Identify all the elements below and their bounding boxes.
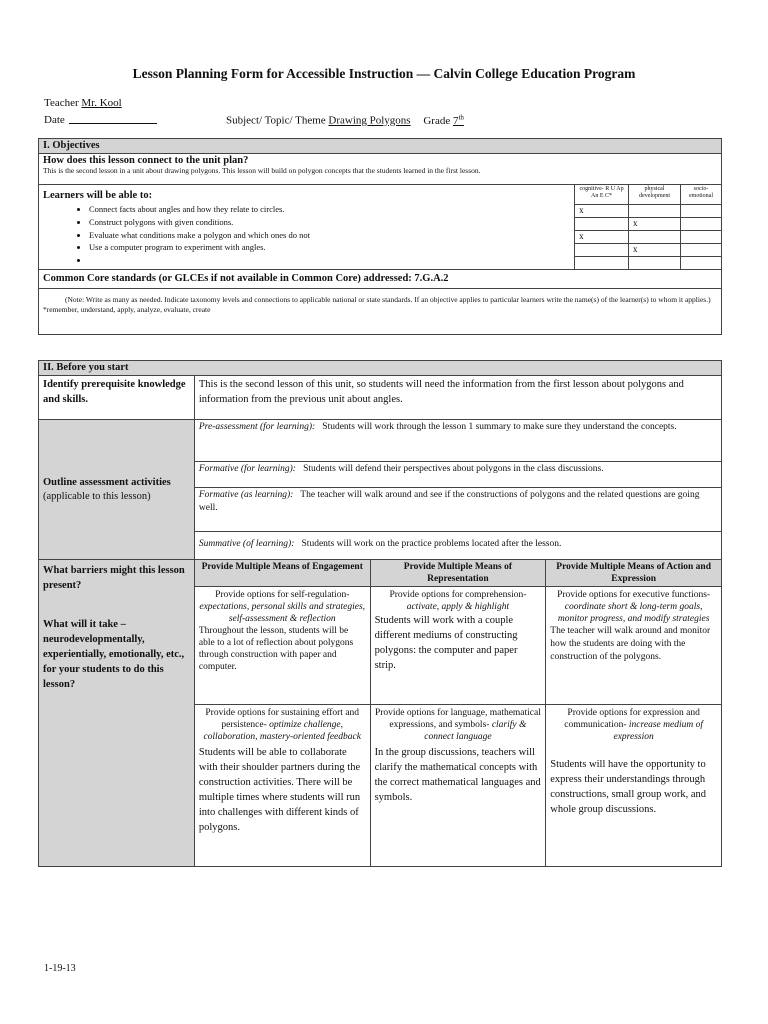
grade-suffix: th xyxy=(458,113,464,121)
udl-cell-action-2 xyxy=(546,705,722,867)
mark-cell xyxy=(681,244,722,257)
udl-prompt: Provide options for expression and communication- xyxy=(564,708,700,730)
udl-response: Throughout the lesson, students will be able to a lot of reflection about polygons through construction with paper and computer. xyxy=(198,626,354,672)
objective-item: • Construct polygons with given conditions. xyxy=(89,216,570,229)
mark-cell: x xyxy=(629,218,681,231)
mark-cell xyxy=(681,257,722,270)
date-line xyxy=(44,113,157,126)
learners-label: Learners will be able to: xyxy=(43,190,153,201)
assessment-text: The teacher will walk around and see if the constructions of polygons and the related questions are going well. xyxy=(198,490,700,513)
grade-label: Grade xyxy=(423,114,451,127)
objective-item xyxy=(89,254,570,267)
udl-prompt: Provide options for self-regulation- xyxy=(215,590,350,600)
col-head-socio: socio- emotional xyxy=(681,185,722,205)
assessment-kind: Pre-assessment (for learning): xyxy=(198,422,316,432)
grade-value xyxy=(453,115,464,127)
udl-prompt-italic: expectations, personal skills and strategies, self-assessment & reflection xyxy=(199,602,366,624)
udl-cell-representation-1 xyxy=(370,587,546,705)
udl-prompt: Provide options for sustaining effort and persistence- xyxy=(205,708,360,730)
udl-cell-representation-2 xyxy=(370,705,546,867)
udl-cell-engagement-2 xyxy=(194,705,370,867)
date-label: Date xyxy=(44,114,65,126)
udl-prompt: Provide options for executive functions- xyxy=(557,590,711,600)
mark-cell xyxy=(681,218,722,231)
barriers-cell xyxy=(39,560,195,867)
mark-cell xyxy=(575,244,629,257)
subject-line xyxy=(226,113,464,127)
assess-sub: (applicable to this lesson) xyxy=(43,490,151,502)
standards-label: Common Core standards (or GLCEs if not available in Common Core) addressed: 7.G.A.2 xyxy=(39,270,722,289)
udl-response: Students will have the opportunity to express their understandings through constructions, small group work, and whole group discussions. xyxy=(550,759,706,815)
objective-list xyxy=(43,203,570,267)
objective-item: • Use a computer program to experiment with angles. xyxy=(89,241,570,254)
teacher-label: Teacher xyxy=(44,97,79,109)
assessment-text: Students will work through the lesson 1 summary to make sure they understand the concepts. xyxy=(322,422,677,432)
subject-label: Subject/ Topic/ Theme xyxy=(226,114,326,127)
assessment-row xyxy=(194,532,721,560)
mark-cell: x xyxy=(575,205,629,218)
udl-response: The teacher will walk around and monitor how the students are doing with the construction of the polygons. xyxy=(550,626,711,662)
note-cell xyxy=(39,289,722,335)
udl-head-engagement: Provide Multiple Means of Engagement xyxy=(194,560,370,587)
unit-connection-cell xyxy=(39,154,722,185)
form-title: Lesson Planning Form for Accessible Instruction — Calvin College Education Program xyxy=(132,66,636,81)
learners-cell xyxy=(39,185,575,270)
before-table xyxy=(38,360,722,867)
mark-cell: x xyxy=(629,244,681,257)
unit-connection-answer: This is the second lesson in a unit about drawing polygons. This lesson will build on polygon concepts that the students learned in the first lesson. xyxy=(43,166,481,175)
assessment-kind: Summative (of learning): xyxy=(198,539,295,549)
udl-response: Students will be able to collaborate with their shoulder partners during the construction activities. There will be multiple times where students will run into challenges with different kinds of polygons. xyxy=(198,747,361,833)
objective-item: • Evaluate what conditions make a polygon and which ones do not xyxy=(89,229,570,242)
subject-value: Drawing Polygons xyxy=(328,114,411,127)
udl-cell-action-1 xyxy=(546,587,722,705)
before-header: II. Before you start xyxy=(39,361,722,376)
mark-cell xyxy=(629,231,681,244)
unit-connection-question: How does this lesson connect to the unit plan? xyxy=(43,155,249,166)
assessment-row xyxy=(194,488,721,532)
col-head-cognitive: cognitive- R U Ap An E C* xyxy=(575,185,629,205)
objectives-header: I. Objectives xyxy=(39,139,722,154)
mark-cell xyxy=(629,257,681,270)
prereq-label: Identify prerequisite knowledge and skills. xyxy=(39,376,195,420)
udl-response: In the group discussions, teachers will clarify the mathematical concepts with the correct mathematical languages and symbols. xyxy=(374,747,541,803)
udl-prompt-italic: coordinate short & long-term goals, monitor progress, and modify strategies xyxy=(557,602,710,624)
udl-prompt-italic: clarify & connect language xyxy=(424,720,527,742)
assessment-text: Students will defend their perspectives about polygons in the class discussions. xyxy=(303,464,604,474)
objectives-table xyxy=(38,138,722,335)
date-field[interactable] xyxy=(69,113,157,124)
assess-label-cell xyxy=(39,420,195,560)
udl-prompt-italic: activate, apply & highlight xyxy=(406,602,510,612)
assess-label: Outline assessment activities xyxy=(43,476,171,488)
prereq-text: This is the second lesson of this unit, so students will need the information from the first lesson about polygons and information from the previous unit about angles. xyxy=(194,376,721,420)
assessment-row xyxy=(194,420,721,462)
footer-date: 1-19-13 xyxy=(44,963,76,974)
note-text: (Note: Write as many as needed. Indicate taxonomy levels and connections to applicable national or state standards. If an objective applies to particular learners write the name(s) of the learner(s) to whom it applies.) xyxy=(65,295,711,304)
objective-item: • Connect facts about angles and how they relate to circles. xyxy=(89,203,570,216)
mark-cell: x xyxy=(575,231,629,244)
assessment-text: Students will work on the practice problems located after the lesson. xyxy=(301,539,562,549)
teacher-value: Mr. Kool xyxy=(81,97,122,109)
udl-head-representation: Provide Multiple Means of Representation xyxy=(370,560,546,587)
assessment-kind: Formative (for learning): xyxy=(198,464,296,474)
mark-cell xyxy=(629,205,681,218)
udl-cell-engagement-1 xyxy=(194,587,370,705)
udl-head-action: Provide Multiple Means of Action and Expression xyxy=(546,560,722,587)
udl-prompt: Provide options for language, mathematical expressions, and symbols- xyxy=(374,708,541,730)
assessment-kind: Formative (as learning): xyxy=(198,490,294,500)
udl-response: Students will work with a couple different mediums of constructing polygons: the computer and paper strip. xyxy=(374,615,518,671)
mark-cell xyxy=(575,218,629,231)
taxonomy-text: *remember, understand, apply, analyze, evaluate, create xyxy=(43,305,211,314)
mark-cell xyxy=(575,257,629,270)
teacher-line xyxy=(44,97,122,109)
mark-cell xyxy=(681,231,722,244)
mark-cell xyxy=(681,205,722,218)
udl-prompt: Provide options for comprehension- xyxy=(389,590,527,600)
col-head-physical: physical development xyxy=(629,185,681,205)
grade-number: 7 xyxy=(452,114,459,127)
udl-prompt-italic: optimize challenge, collaboration, mastery-oriented feedback xyxy=(203,720,361,742)
take-label: What will it take – neurodevelopmentally, experientially, emotionally, etc., for your students to do this lesson? xyxy=(43,619,185,690)
udl-prompt-italic: increase medium of expression xyxy=(613,720,703,742)
barriers-label: What barriers might this lesson present? xyxy=(43,565,185,591)
assessment-row xyxy=(194,462,721,488)
